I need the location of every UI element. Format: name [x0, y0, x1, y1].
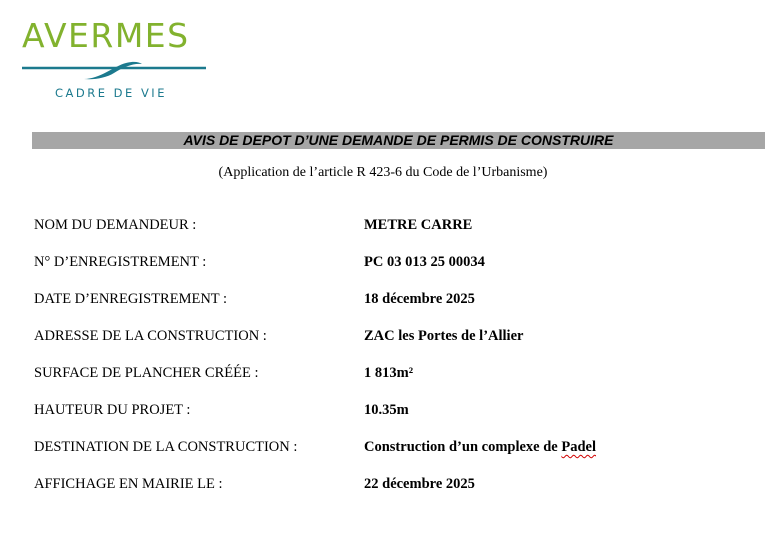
field-row-address	[34, 326, 734, 363]
avermes-logo	[22, 14, 207, 104]
field-row-registration-date	[34, 289, 734, 326]
field-value: 18 décembre 2025	[364, 291, 475, 307]
logo-wordmark: AVERMES	[22, 16, 190, 55]
field-label: N° D’ENREGISTREMENT :	[34, 254, 207, 270]
field-row-registration-number	[34, 252, 734, 289]
field-value: 10.35m	[364, 402, 409, 418]
document-subtitle: (Application de l’article R 423-6 du Code de l’Urbanisme)	[218, 165, 548, 180]
field-label: NOM DU DEMANDEUR :	[34, 217, 197, 233]
document-title: AVIS DE DEPOT D’UNE DEMANDE DE PERMIS DE CONSTRUIRE	[183, 132, 614, 148]
field-value: PC 03 013 25 00034	[364, 254, 485, 270]
field-label: SURFACE DE PLANCHER CRÉÉE :	[34, 365, 259, 381]
field-row-posting-date	[34, 474, 734, 511]
field-row-destination	[34, 437, 734, 474]
field-label: DESTINATION DE LA CONSTRUCTION :	[34, 439, 298, 455]
title-banner	[32, 132, 765, 149]
wave-icon	[22, 60, 206, 80]
field-label: HAUTEUR DU PROJET :	[34, 402, 191, 418]
field-value	[364, 437, 596, 457]
field-label: DATE D’ENREGISTREMENT :	[34, 291, 228, 307]
spellcheck-flagged-word: Padel	[561, 439, 597, 455]
field-row-floor-area	[34, 363, 734, 400]
field-label: ADRESSE DE LA CONSTRUCTION :	[34, 328, 267, 344]
logo-tagline: CADRE DE VIE	[55, 86, 167, 100]
field-row-applicant	[34, 215, 734, 252]
field-value: 22 décembre 2025	[364, 476, 475, 492]
field-label: AFFICHAGE EN MAIRIE LE :	[34, 476, 223, 492]
field-row-height	[34, 400, 734, 437]
field-value: ZAC les Portes de l’Allier	[364, 328, 524, 344]
permit-details	[34, 215, 734, 511]
field-value: METRE CARRE	[364, 217, 473, 233]
field-value-prefix: Construction d’un complexe de	[364, 439, 562, 455]
field-value: 1 813m²	[364, 365, 414, 381]
